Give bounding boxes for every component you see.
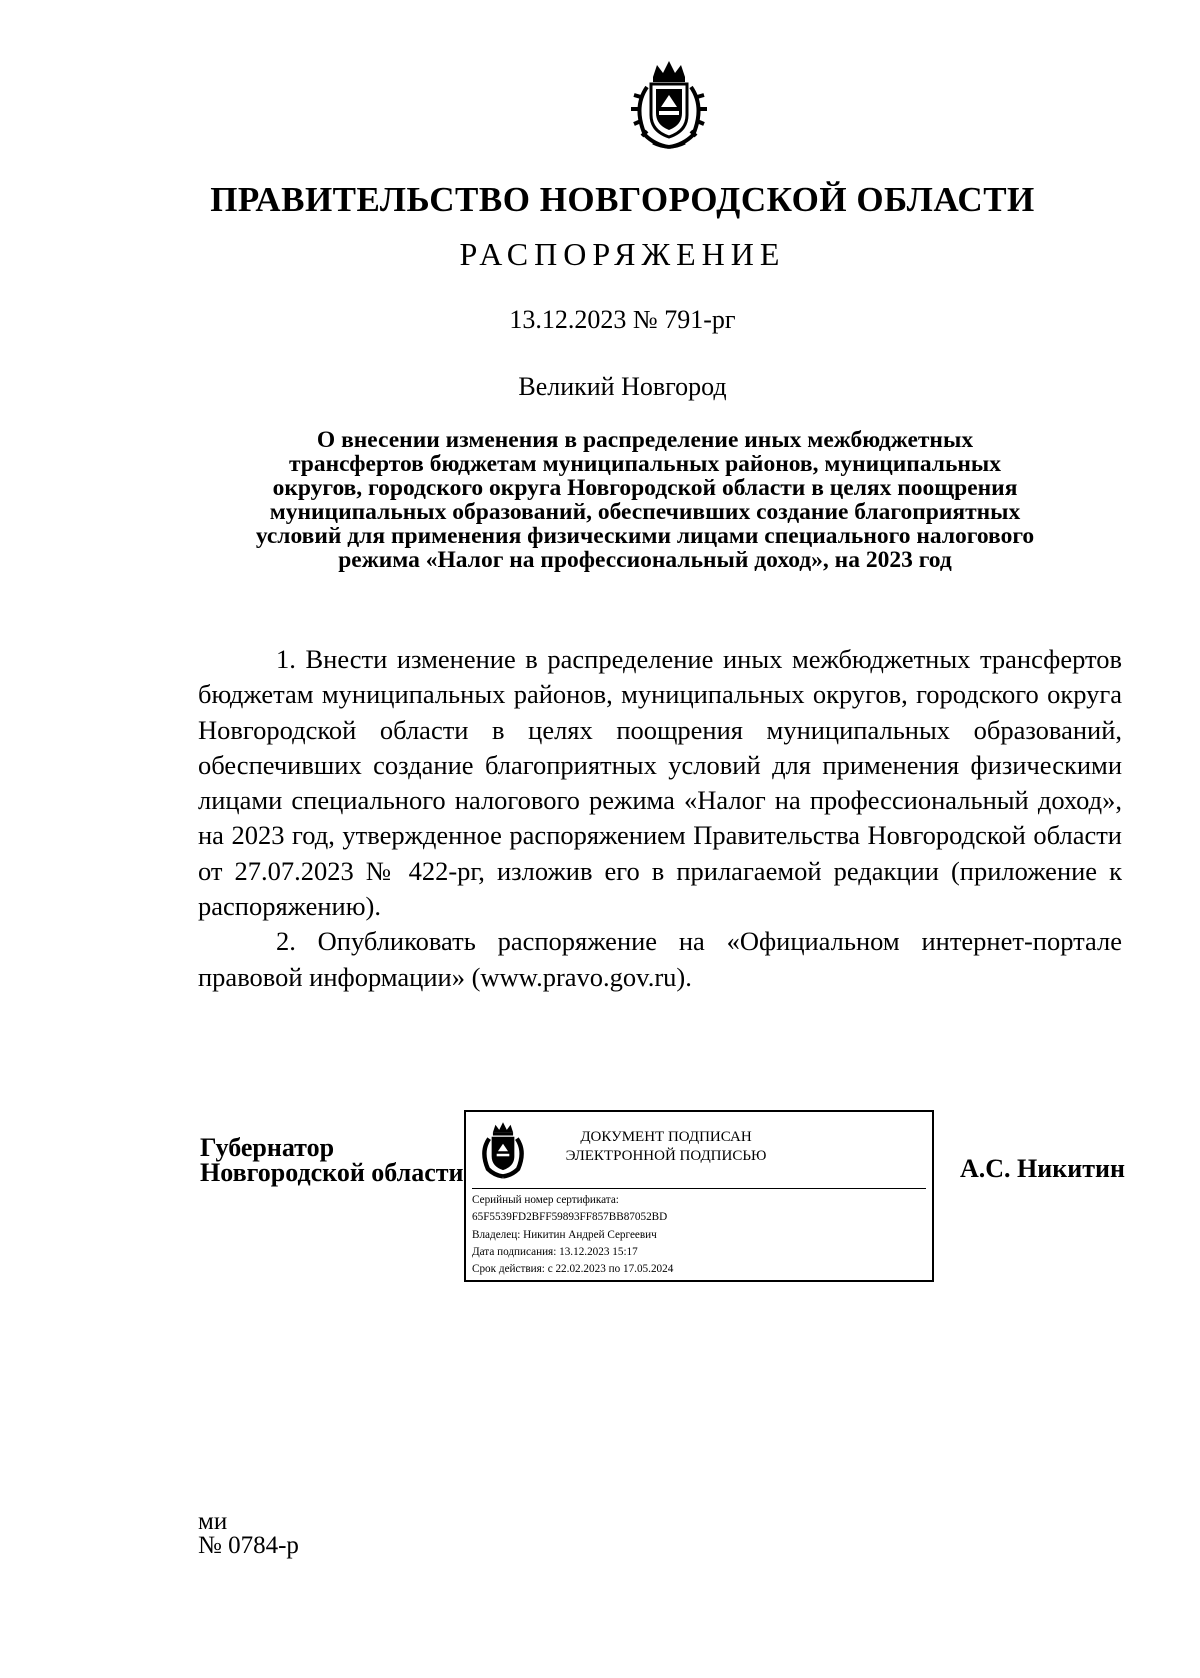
body-paragraph-2: 2. Опубликовать распоряжение на «Официальном интернет-портале правовой информации» (www.pravo.gov.ru). — [198, 926, 1122, 992]
subject-line: округов, городского округа Новгородской области в целях поощрения — [272, 475, 1018, 501]
stamp-heading-line1: ДОКУМЕНТ ПОДПИСАН — [580, 1129, 752, 1145]
footer-registration — [198, 1510, 299, 1558]
subject-line: муниципальных образований, обеспечивших создание благоприятных — [269, 499, 1021, 525]
footer-number: № 0784-р — [198, 1532, 299, 1559]
stamp-signed-date: Дата подписания: 13.12.2023 15:17 — [472, 1245, 638, 1258]
stamp-validity: Срок действия: с 22.02.2023 по 17.05.2024 — [472, 1263, 674, 1276]
body-paragraph-1: 1. Внести изменение в распределение иных межбюджетных трансфертов бюджетам муниципальных районов, муниципальных округов, городского округа Новгородской области в целях поощрения муниципальных образований, обеспечивших создание благоприятных условий для применения физическими лицами специального налогового режима «Налог на профессиональный доход», на 2023 год, утвержденное распоряжением Правительства Новгородской области от 27.07.2023 № 422-рг, изложив его в прилагаемой редакции (приложение к распоряжению). — [198, 644, 1122, 922]
subject-line: условий для применения физическими лицами специального налогового — [255, 523, 1035, 549]
stamp-serial-label: Серийный номер сертификата: — [472, 1194, 619, 1206]
footer-initials: ми — [198, 1508, 228, 1535]
document-date-number: 13.12.2023 № 791-рг — [509, 305, 736, 334]
stamp-details — [472, 1192, 673, 1278]
signatory-title-line1: Губернатор — [200, 1133, 335, 1162]
novgorod-coat-of-arms-icon — [474, 1118, 532, 1182]
stamp-owner: Владелец: Никитин Андрей Сергеевич — [472, 1228, 657, 1241]
stamp-divider — [472, 1188, 926, 1189]
document-city: Великий Новгород — [518, 372, 727, 401]
document-body — [198, 642, 1122, 995]
novgorod-coat-of-arms-icon — [623, 57, 715, 153]
signatory-title-line2: Новгородской области — [200, 1158, 464, 1187]
document-subject — [190, 428, 1100, 572]
electronic-signature-stamp — [464, 1110, 934, 1282]
stamp-heading — [546, 1128, 786, 1166]
organization-title: ПРАВИТЕЛЬСТВО НОВГОРОДСКОЙ ОБЛАСТИ — [210, 180, 1035, 219]
subject-line: режима «Налог на профессиональный доход», на 2023 год — [338, 547, 952, 573]
signatory-name: А.С. Никитин — [960, 1154, 1125, 1183]
signatory-title — [200, 1135, 464, 1185]
subject-line: О внесении изменения в распределение иных межбюджетных — [316, 427, 974, 453]
stamp-heading-line2: ЭЛЕКТРОННОЙ ПОДПИСЬЮ — [565, 1148, 767, 1164]
subject-line: трансфертов бюджетам муниципальных районов, муниципальных — [288, 451, 1002, 477]
document-type: РАСПОРЯЖЕНИЕ — [459, 236, 786, 272]
stamp-serial-value: 65F5539FD2BFF59893FF857BB87052BD — [472, 1211, 668, 1224]
